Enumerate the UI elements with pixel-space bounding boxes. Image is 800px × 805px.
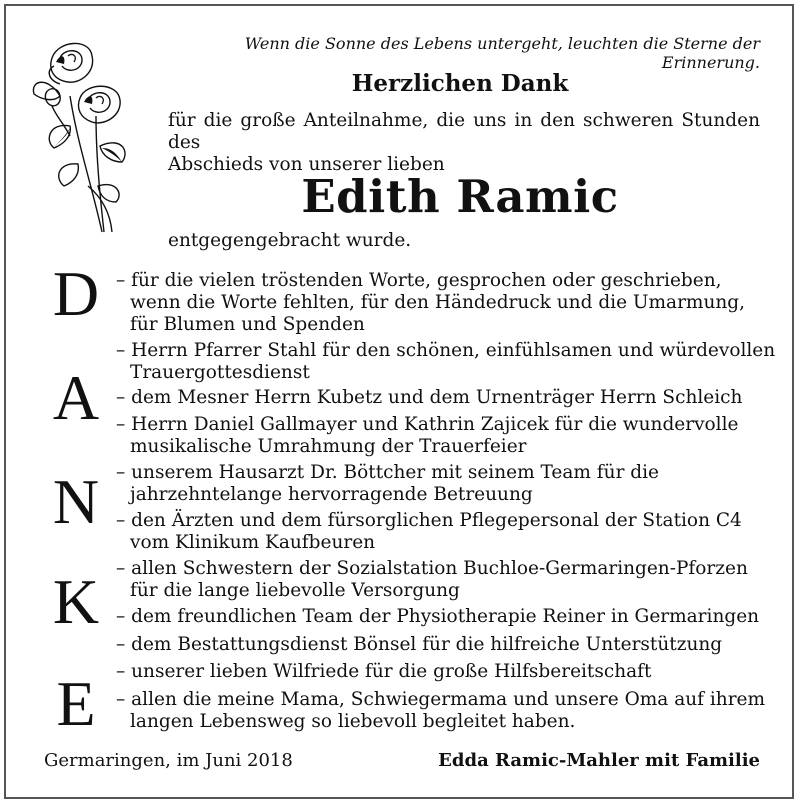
item-line: – allen Schwestern der Sozialstation Buchloe-Germaringen-Pforzen — [116, 558, 748, 579]
thanks-item — [116, 634, 766, 656]
item-line: – dem freundlichen Team der Physiotherapie Reiner in Germaringen — [116, 606, 760, 627]
signature: Edda Ramic-Mahler mit Familie — [438, 750, 760, 771]
thanks-item — [116, 414, 766, 458]
danke-letter-k: K — [52, 566, 100, 637]
motto: Wenn die Sonne des Lebens untergeht, leuchten die Sterne der Erinnerung. — [244, 34, 760, 72]
item-line: vom Klinikum Kaufbeuren — [130, 532, 376, 553]
intro-text — [168, 110, 760, 176]
danke-letter-d: D — [52, 258, 100, 329]
item-line: – dem Mesner Herrn Kubetz und dem Urnenträger Herrn Schleich — [116, 387, 743, 408]
intro-line: Abschieds von unserer lieben — [168, 154, 445, 175]
thanks-item — [116, 340, 776, 384]
page-title: Herzlichen Dank — [351, 70, 569, 97]
item-line: – unserem Hausarzt Dr. Böttcher mit seinem Team für die — [116, 462, 659, 483]
item-line: – dem Bestattungsdienst Bönsel für die hilfreiche Unterstützung — [116, 634, 723, 655]
danke-letter-n: N — [52, 466, 100, 537]
thanks-item — [116, 510, 766, 554]
item-line: – Herrn Pfarrer Stahl für den schönen, einfühlsamen und würdevollen — [116, 340, 776, 361]
item-line: jahrzehntelange hervorragende Betreuung — [130, 484, 533, 505]
thanks-item — [116, 661, 766, 683]
item-line: – für die vielen tröstenden Worte, gesprochen oder geschrieben, — [116, 270, 722, 291]
item-line: Trauergottesdienst — [130, 362, 310, 383]
item-line: – den Ärzten und dem fürsorglichen Pflegepersonal der Station C4 — [116, 510, 742, 531]
thanks-item — [116, 270, 766, 336]
thanks-item — [116, 606, 766, 628]
item-line: – unserer lieben Wilfriede für die große Hilfsbereitschaft — [116, 661, 652, 682]
deceased-name: Edith Ramic — [301, 170, 619, 223]
item-line: wenn die Worte fehlten, für den Händedruck und die Umarmung, — [130, 292, 746, 313]
danke-letter-a: A — [52, 362, 100, 433]
item-line: langen Lebensweg so liebevoll begleitet haben. — [130, 711, 576, 732]
rose-icon — [30, 36, 140, 236]
danke-letter-e: E — [56, 668, 96, 739]
intro-line: für die große Anteilnahme, die uns in den schweren Stunden des — [168, 110, 760, 153]
item-line: musikalische Umrahmung der Trauerfeier — [130, 436, 527, 457]
item-line: für Blumen und Spenden — [130, 314, 365, 335]
item-line: für die lange liebevolle Versorgung — [130, 580, 460, 601]
thanks-item — [116, 558, 766, 602]
thanks-item — [116, 689, 766, 733]
thanks-item — [116, 462, 766, 506]
item-line: – Herrn Daniel Gallmayer und Kathrin Zajicek für die wundervolle — [116, 414, 739, 435]
thanks-item — [116, 387, 766, 409]
intro-end: entgegengebracht wurde. — [168, 230, 412, 251]
place-date: Germaringen, im Juni 2018 — [44, 750, 293, 771]
item-line: – allen die meine Mama, Schwiegermama und unsere Oma auf ihrem — [116, 689, 766, 710]
